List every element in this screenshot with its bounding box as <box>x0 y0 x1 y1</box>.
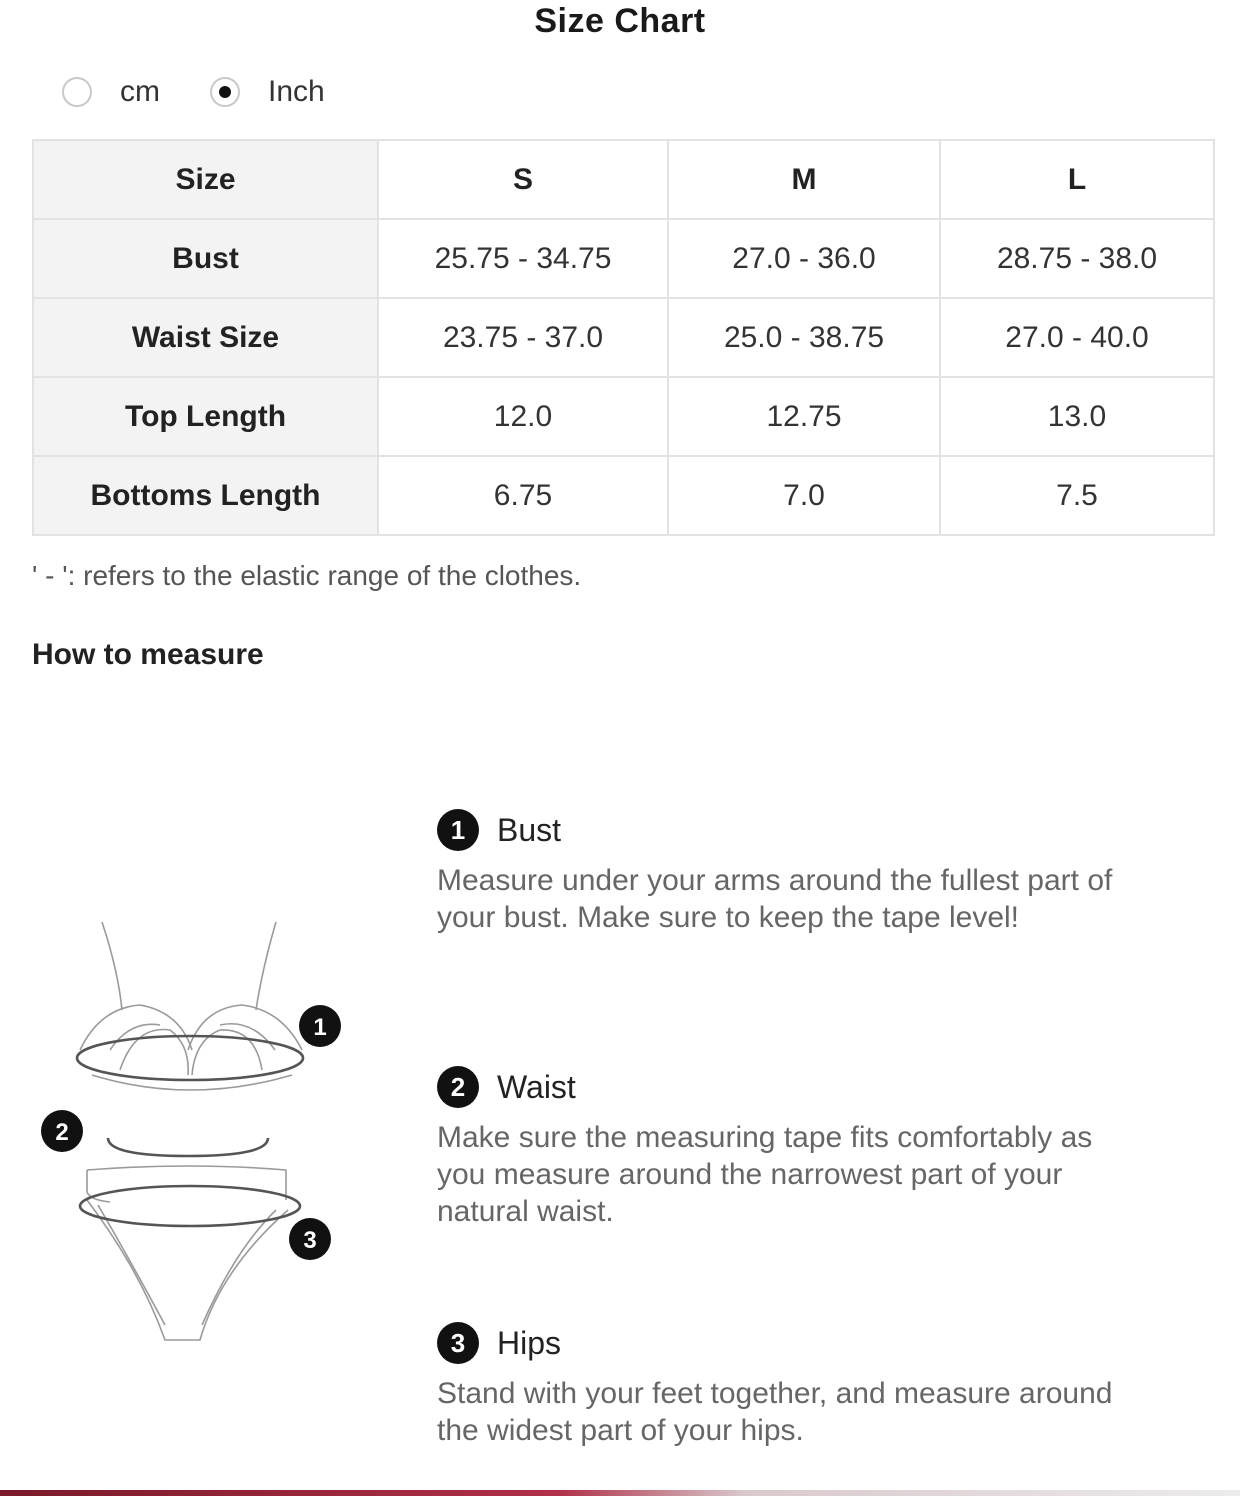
table-cell: 25.0 - 38.75 <box>668 298 940 377</box>
unit-selector <box>62 70 375 114</box>
step-number-badge: 3 <box>437 1322 479 1364</box>
unit-option-inch[interactable] <box>210 75 325 109</box>
step-description: Measure under your arms around the fullest part of your bust. Make sure to keep the tape level! <box>437 864 1113 934</box>
step-number-badge: 2 <box>437 1066 479 1108</box>
marker-2-icon <box>41 1110 83 1152</box>
marker-1-icon <box>299 1005 341 1047</box>
marker-3-icon <box>289 1218 331 1260</box>
table-cell: 23.75 - 37.0 <box>378 298 668 377</box>
size-table <box>32 139 1215 536</box>
table-header-cell: L <box>940 140 1214 219</box>
table-cell: 6.75 <box>378 456 668 535</box>
table-cell: 28.75 - 38.0 <box>940 219 1214 298</box>
step-title: Bust <box>497 811 562 848</box>
table-row <box>33 219 1214 298</box>
svg-text:3: 3 <box>303 1227 317 1254</box>
unit-label-inch: Inch <box>268 75 325 108</box>
radio-inch[interactable] <box>210 77 240 107</box>
table-header-row <box>33 140 1214 219</box>
step-number-badge: 1 <box>437 809 479 851</box>
step-hips <box>437 1321 1137 1449</box>
table-row <box>33 377 1214 456</box>
row-label: Waist Size <box>33 298 378 377</box>
unit-label-cm: cm <box>120 75 160 108</box>
svg-text:1: 1 <box>313 1014 327 1041</box>
radio-selected-dot <box>219 86 231 98</box>
table-cell: 25.75 - 34.75 <box>378 219 668 298</box>
table-cell: 27.0 - 36.0 <box>668 219 940 298</box>
table-cell: 7.5 <box>940 456 1214 535</box>
step-bust <box>437 808 1137 936</box>
step-title: Hips <box>497 1324 562 1361</box>
row-label: Bottoms Length <box>33 456 378 535</box>
table-cell: 13.0 <box>940 377 1214 456</box>
table-header-cell: S <box>378 140 668 219</box>
unit-option-cm[interactable] <box>62 75 160 109</box>
bikini-outline-icon <box>30 900 370 1350</box>
svg-text:2: 2 <box>55 1119 69 1146</box>
table-header-cell: M <box>668 140 940 219</box>
row-label: Bust <box>33 219 378 298</box>
table-row <box>33 298 1214 377</box>
step-waist <box>437 1065 1137 1230</box>
table-row <box>33 456 1214 535</box>
table-cell: 12.75 <box>668 377 940 456</box>
bottom-divider <box>0 1490 1240 1496</box>
elastic-range-note: ' - ': refers to the elastic range of the clothes. <box>32 560 582 591</box>
table-cell: 12.0 <box>378 377 668 456</box>
step-description: Stand with your feet together, and measure around the widest part of your hips. <box>437 1377 1113 1447</box>
table-cell: 27.0 - 40.0 <box>940 298 1214 377</box>
step-title: Waist <box>497 1068 576 1105</box>
bikini-measure-diagram <box>30 900 370 1350</box>
table-cell: 7.0 <box>668 456 940 535</box>
table-header-cell: Size <box>33 140 378 219</box>
page-title: Size Chart <box>534 2 706 40</box>
how-to-measure-heading: How to measure <box>32 638 264 671</box>
radio-cm[interactable] <box>62 77 92 107</box>
step-description: Make sure the measuring tape fits comfortably as you measure around the narrowest part of your natural waist. <box>437 1121 1093 1228</box>
row-label: Top Length <box>33 377 378 456</box>
